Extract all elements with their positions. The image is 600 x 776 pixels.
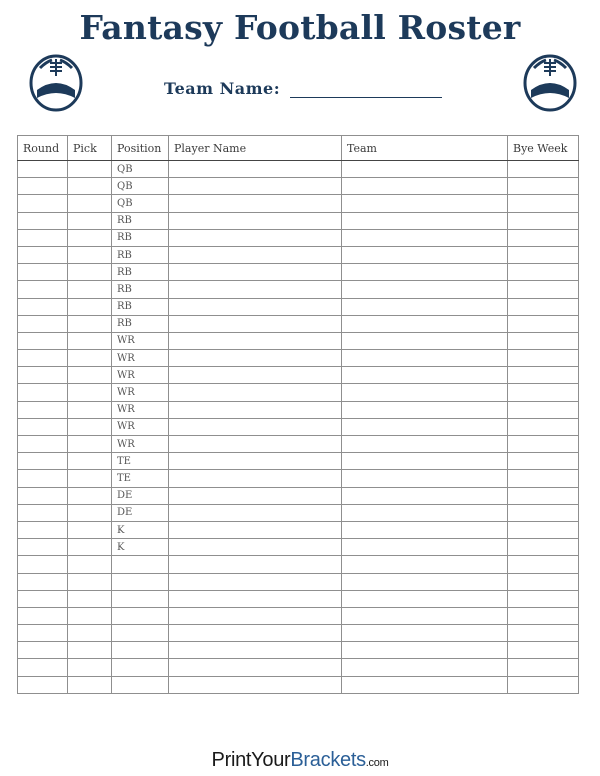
team-cell[interactable]	[342, 195, 508, 212]
player-name-cell[interactable]	[169, 556, 342, 573]
position-cell: DE	[112, 487, 169, 504]
position-cell	[112, 642, 169, 659]
bye-week-cell[interactable]	[508, 264, 579, 281]
round-cell[interactable]	[18, 298, 68, 315]
bye-week-cell[interactable]	[508, 332, 579, 349]
pick-cell[interactable]	[68, 607, 112, 624]
pick-cell[interactable]	[68, 539, 112, 556]
pick-cell[interactable]	[68, 229, 112, 246]
bye-week-cell[interactable]	[508, 281, 579, 298]
bye-week-cell[interactable]	[508, 607, 579, 624]
bye-week-cell[interactable]	[508, 436, 579, 453]
team-cell[interactable]	[342, 607, 508, 624]
table-row	[18, 195, 579, 212]
team-cell[interactable]	[342, 659, 508, 676]
table-row	[18, 229, 579, 246]
team-cell[interactable]	[342, 246, 508, 263]
bye-week-cell[interactable]	[508, 161, 579, 178]
bye-week-cell[interactable]	[508, 453, 579, 470]
round-cell[interactable]	[18, 436, 68, 453]
position-cell: DE	[112, 504, 169, 521]
player-name-cell[interactable]	[169, 625, 342, 642]
column-header-pick: Pick	[68, 136, 112, 161]
table-row	[18, 487, 579, 504]
round-cell[interactable]	[18, 607, 68, 624]
player-name-cell[interactable]	[169, 384, 342, 401]
pick-cell[interactable]	[68, 350, 112, 367]
player-name-cell[interactable]	[169, 246, 342, 263]
round-cell[interactable]	[18, 625, 68, 642]
table-row	[18, 676, 579, 693]
bye-week-cell[interactable]	[508, 539, 579, 556]
player-name-cell[interactable]	[169, 521, 342, 538]
player-name-cell[interactable]	[169, 590, 342, 607]
round-cell[interactable]	[18, 453, 68, 470]
team-cell[interactable]	[342, 350, 508, 367]
football-icon	[522, 54, 578, 112]
position-cell: RB	[112, 298, 169, 315]
pick-cell[interactable]	[68, 676, 112, 693]
position-cell: WR	[112, 401, 169, 418]
team-cell[interactable]	[342, 315, 508, 332]
team-cell[interactable]	[342, 281, 508, 298]
player-name-cell[interactable]	[169, 676, 342, 693]
round-cell[interactable]	[18, 367, 68, 384]
round-cell[interactable]	[18, 212, 68, 229]
team-cell[interactable]	[342, 384, 508, 401]
table-row	[18, 281, 579, 298]
position-cell	[112, 659, 169, 676]
bye-week-cell[interactable]	[508, 504, 579, 521]
round-cell[interactable]	[18, 264, 68, 281]
table-row	[18, 504, 579, 521]
position-cell: RB	[112, 246, 169, 263]
round-cell[interactable]	[18, 590, 68, 607]
pick-cell[interactable]	[68, 384, 112, 401]
table-row	[18, 384, 579, 401]
table-row	[18, 556, 579, 573]
pick-cell[interactable]	[68, 246, 112, 263]
player-name-cell[interactable]	[169, 315, 342, 332]
team-cell[interactable]	[342, 161, 508, 178]
pick-cell[interactable]	[68, 521, 112, 538]
team-cell[interactable]	[342, 401, 508, 418]
table-row	[18, 659, 579, 676]
position-cell: WR	[112, 350, 169, 367]
round-cell[interactable]	[18, 384, 68, 401]
round-cell[interactable]	[18, 642, 68, 659]
position-cell: QB	[112, 161, 169, 178]
table-row	[18, 246, 579, 263]
pick-cell[interactable]	[68, 556, 112, 573]
player-name-cell[interactable]	[169, 607, 342, 624]
round-cell[interactable]	[18, 418, 68, 435]
column-header-position: Position	[112, 136, 169, 161]
player-name-cell[interactable]	[169, 178, 342, 195]
position-cell: WR	[112, 418, 169, 435]
player-name-cell[interactable]	[169, 161, 342, 178]
pick-cell[interactable]	[68, 470, 112, 487]
bye-week-cell[interactable]	[508, 195, 579, 212]
position-cell: RB	[112, 281, 169, 298]
player-name-cell[interactable]	[169, 195, 342, 212]
table-row	[18, 367, 579, 384]
player-name-cell[interactable]	[169, 642, 342, 659]
pick-cell[interactable]	[68, 315, 112, 332]
round-cell[interactable]	[18, 281, 68, 298]
pick-cell[interactable]	[68, 281, 112, 298]
team-cell[interactable]	[342, 367, 508, 384]
player-name-cell[interactable]	[169, 401, 342, 418]
round-cell[interactable]	[18, 659, 68, 676]
table-row	[18, 350, 579, 367]
round-cell[interactable]	[18, 401, 68, 418]
bye-week-cell[interactable]	[508, 625, 579, 642]
table-row	[18, 332, 579, 349]
bye-week-cell[interactable]	[508, 642, 579, 659]
team-cell[interactable]	[342, 178, 508, 195]
team-cell[interactable]	[342, 539, 508, 556]
round-cell[interactable]	[18, 178, 68, 195]
pick-cell[interactable]	[68, 642, 112, 659]
pick-cell[interactable]	[68, 161, 112, 178]
round-cell[interactable]	[18, 573, 68, 590]
team-name-row	[164, 76, 442, 98]
bye-week-cell[interactable]	[508, 246, 579, 263]
position-cell	[112, 607, 169, 624]
position-cell: WR	[112, 384, 169, 401]
round-cell[interactable]	[18, 521, 68, 538]
bye-week-cell[interactable]	[508, 384, 579, 401]
round-cell[interactable]	[18, 229, 68, 246]
header-row	[18, 136, 579, 161]
footer-brand-part2: Brackets	[290, 749, 366, 771]
player-name-cell[interactable]	[169, 298, 342, 315]
team-cell[interactable]	[342, 521, 508, 538]
team-cell[interactable]	[342, 573, 508, 590]
position-cell: WR	[112, 367, 169, 384]
bye-week-cell[interactable]	[508, 367, 579, 384]
bye-week-cell[interactable]	[508, 487, 579, 504]
table-row	[18, 453, 579, 470]
player-name-cell[interactable]	[169, 470, 342, 487]
pick-cell[interactable]	[68, 332, 112, 349]
team-cell[interactable]	[342, 642, 508, 659]
team-cell[interactable]	[342, 436, 508, 453]
team-cell[interactable]	[342, 504, 508, 521]
round-cell[interactable]	[18, 195, 68, 212]
table-row	[18, 470, 579, 487]
column-header-bye-week: Bye Week	[508, 136, 579, 161]
bye-week-cell[interactable]	[508, 178, 579, 195]
bye-week-cell[interactable]	[508, 470, 579, 487]
player-name-cell[interactable]	[169, 436, 342, 453]
player-name-cell[interactable]	[169, 229, 342, 246]
bye-week-cell[interactable]	[508, 676, 579, 693]
round-cell[interactable]	[18, 676, 68, 693]
table-row	[18, 264, 579, 281]
position-cell	[112, 556, 169, 573]
position-cell: TE	[112, 453, 169, 470]
team-cell[interactable]	[342, 487, 508, 504]
team-cell[interactable]	[342, 676, 508, 693]
position-cell	[112, 676, 169, 693]
pick-cell[interactable]	[68, 573, 112, 590]
player-name-cell[interactable]	[169, 281, 342, 298]
position-cell: WR	[112, 332, 169, 349]
team-cell[interactable]	[342, 470, 508, 487]
table-row	[18, 401, 579, 418]
round-cell[interactable]	[18, 161, 68, 178]
table-row	[18, 298, 579, 315]
footer-brand-part3: .com	[365, 757, 389, 769]
bye-week-cell[interactable]	[508, 521, 579, 538]
round-cell[interactable]	[18, 539, 68, 556]
pick-cell[interactable]	[68, 195, 112, 212]
team-cell[interactable]	[342, 264, 508, 281]
round-cell[interactable]	[18, 556, 68, 573]
column-header-team: Team	[342, 136, 508, 161]
roster-table	[17, 135, 579, 694]
bye-week-cell[interactable]	[508, 573, 579, 590]
table-row	[18, 607, 579, 624]
team-cell[interactable]	[342, 625, 508, 642]
table-row	[18, 590, 579, 607]
pick-cell[interactable]	[68, 401, 112, 418]
team-name-label: Team Name:	[164, 79, 281, 98]
position-cell: RB	[112, 264, 169, 281]
pick-cell[interactable]	[68, 212, 112, 229]
bye-week-cell[interactable]	[508, 298, 579, 315]
player-name-cell[interactable]	[169, 504, 342, 521]
bye-week-cell[interactable]	[508, 229, 579, 246]
position-cell	[112, 590, 169, 607]
bye-week-cell[interactable]	[508, 212, 579, 229]
round-cell[interactable]	[18, 504, 68, 521]
pick-cell[interactable]	[68, 298, 112, 315]
team-cell[interactable]	[342, 418, 508, 435]
page-title: Fantasy Football Roster	[79, 8, 521, 47]
player-name-cell[interactable]	[169, 367, 342, 384]
bye-week-cell[interactable]	[508, 418, 579, 435]
player-name-cell[interactable]	[169, 487, 342, 504]
bye-week-cell[interactable]	[508, 315, 579, 332]
round-cell[interactable]	[18, 470, 68, 487]
pick-cell[interactable]	[68, 418, 112, 435]
table-row	[18, 212, 579, 229]
round-cell[interactable]	[18, 246, 68, 263]
position-cell: WR	[112, 436, 169, 453]
team-cell[interactable]	[342, 229, 508, 246]
position-cell: QB	[112, 178, 169, 195]
team-cell[interactable]	[342, 332, 508, 349]
position-cell: RB	[112, 212, 169, 229]
bye-week-cell[interactable]	[508, 590, 579, 607]
position-cell	[112, 625, 169, 642]
table-row	[18, 436, 579, 453]
team-cell[interactable]	[342, 298, 508, 315]
player-name-cell[interactable]	[169, 350, 342, 367]
round-cell[interactable]	[18, 315, 68, 332]
footer-brand-part1: PrintYour	[211, 749, 291, 771]
table-row	[18, 521, 579, 538]
pick-cell[interactable]	[68, 264, 112, 281]
column-header-player-name: Player Name	[169, 136, 342, 161]
position-cell: RB	[112, 315, 169, 332]
player-name-cell[interactable]	[169, 539, 342, 556]
pick-cell[interactable]	[68, 659, 112, 676]
round-cell[interactable]	[18, 332, 68, 349]
position-cell: TE	[112, 470, 169, 487]
player-name-cell[interactable]	[169, 453, 342, 470]
round-cell[interactable]	[18, 350, 68, 367]
table-row	[18, 178, 579, 195]
table-row	[18, 418, 579, 435]
table-row	[18, 642, 579, 659]
team-cell[interactable]	[342, 556, 508, 573]
team-cell[interactable]	[342, 212, 508, 229]
bye-week-cell[interactable]	[508, 401, 579, 418]
player-name-cell[interactable]	[169, 212, 342, 229]
player-name-cell[interactable]	[169, 264, 342, 281]
table-row	[18, 539, 579, 556]
bye-week-cell[interactable]	[508, 556, 579, 573]
position-cell	[112, 573, 169, 590]
table-row	[18, 315, 579, 332]
pick-cell[interactable]	[68, 436, 112, 453]
position-cell: RB	[112, 229, 169, 246]
position-cell: QB	[112, 195, 169, 212]
pick-cell[interactable]	[68, 487, 112, 504]
table-row	[18, 625, 579, 642]
table-row	[18, 573, 579, 590]
team-name-field[interactable]	[290, 81, 442, 98]
football-icon	[28, 54, 84, 112]
table-row	[18, 161, 579, 178]
pick-cell[interactable]	[68, 625, 112, 642]
column-header-round: Round	[18, 136, 68, 161]
bye-week-cell[interactable]	[508, 659, 579, 676]
team-cell[interactable]	[342, 453, 508, 470]
pick-cell[interactable]	[68, 453, 112, 470]
bye-week-cell[interactable]	[508, 350, 579, 367]
player-name-cell[interactable]	[169, 659, 342, 676]
player-name-cell[interactable]	[169, 332, 342, 349]
player-name-cell[interactable]	[169, 573, 342, 590]
pick-cell[interactable]	[68, 504, 112, 521]
position-cell: K	[112, 521, 169, 538]
pick-cell[interactable]	[68, 590, 112, 607]
pick-cell[interactable]	[68, 367, 112, 384]
round-cell[interactable]	[18, 487, 68, 504]
team-cell[interactable]	[342, 590, 508, 607]
pick-cell[interactable]	[68, 178, 112, 195]
footer-brand	[0, 749, 600, 772]
position-cell: K	[112, 539, 169, 556]
player-name-cell[interactable]	[169, 418, 342, 435]
